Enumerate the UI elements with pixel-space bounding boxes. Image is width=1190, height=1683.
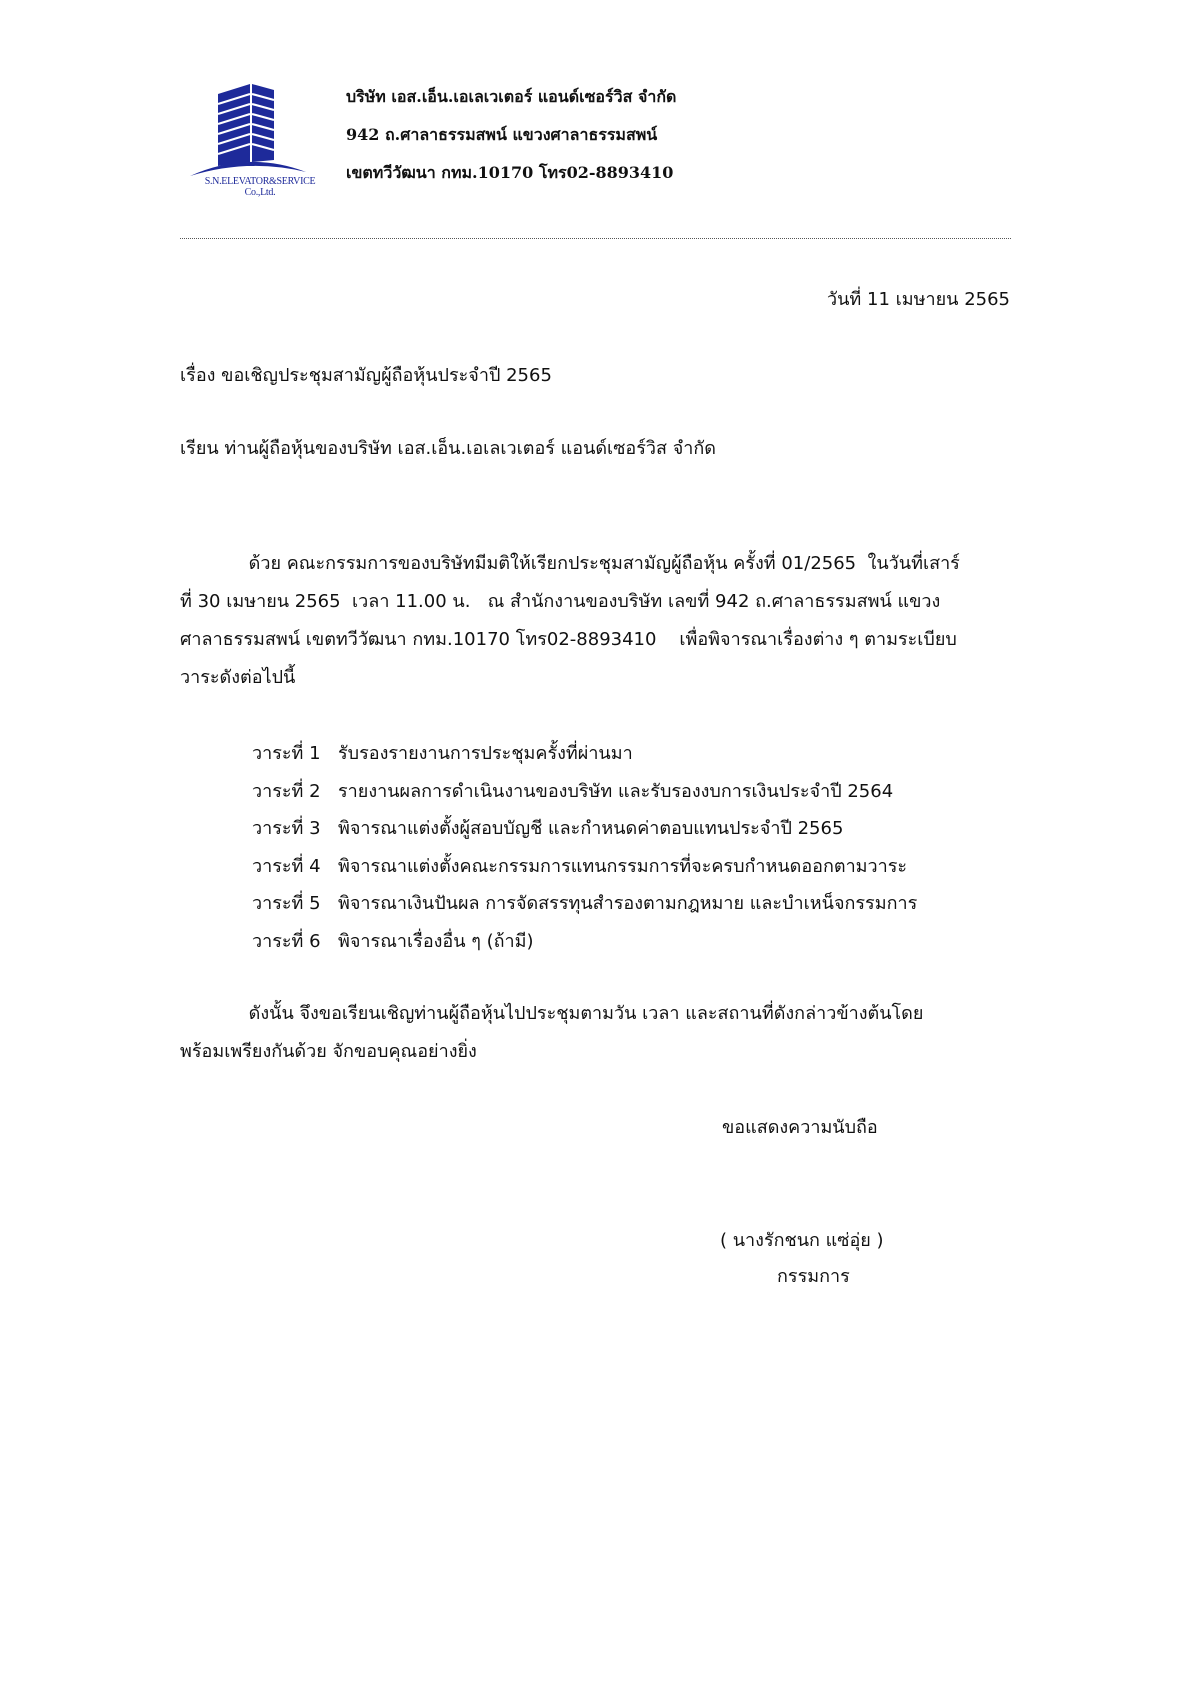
agenda-text: พิจารณาเรื่องอื่น ๆ (ถ้ามี) [338, 930, 534, 952]
dotted-divider [180, 238, 1011, 239]
agenda-list [252, 735, 917, 961]
agenda-number: วาระที่ 1 [252, 743, 321, 764]
letter-salutation: เรียน ท่านผู้ถือหุ้นของบริษัท เอส.เอ็น.เอเลเวเตอร์ แอนด์เซอร์วิส จำกัด [180, 438, 716, 459]
logo-caption: S.N.ELEVATOR&SERVICE Co.,Ltd. [204, 176, 316, 198]
letter-subject: เรื่อง ขอเชิญประชุมสามัญผู้ถือหุ้นประจำปี 2565 [180, 365, 552, 386]
agenda-text: พิจารณาเงินปันผล การจัดสรรทุนสำรองตามกฎหมาย และบำเหน็จกรรมการ [338, 893, 918, 915]
agenda-text: พิจารณาแต่งตั้งคณะกรรมการแทนกรรมการที่จะครบกำหนดออกตามวาระ [338, 855, 908, 877]
letter-date: วันที่ 11 เมษายน 2565 [827, 289, 1010, 310]
paragraph-line: ดังนั้น จึงขอเรียนเชิญท่านผู้ถือหุ้นไปประชุมตามวัน เวลา และสถานที่ดังกล่าวข้างต้นโดย [180, 1003, 924, 1024]
invitation-paragraph [180, 545, 1011, 697]
agenda-number: วาระที่ 6 [252, 930, 321, 952]
agenda-text: พิจารณาแต่งตั้งผู้สอบบัญชี และกำหนดค่าตอบแทนประจำปี 2565 [338, 818, 844, 840]
agenda-item [252, 773, 917, 811]
company-name: บริษัท เอส.เอ็น.เอเลเวเตอร์ แอนด์เซอร์วิส จำกัด [346, 87, 677, 106]
agenda-item [252, 810, 917, 848]
company-address-line1: 942 ถ.ศาลาธรรมสพน์ แขวงศาลาธรรมสพน์ [346, 125, 658, 144]
agenda-text: รายงานผลการดำเนินงานของบริษัท และรับรองงบการเงินประจำปี 2564 [338, 780, 894, 802]
paragraph-line: ศาลาธรรมสพน์ เขตทวีวัฒนา กทม.10170 โทร02-8893410 เพื่อพิจารณาเรื่องต่าง ๆ ตามระเบียบ [180, 629, 957, 650]
agenda-item [252, 848, 917, 886]
letterhead [346, 78, 676, 192]
agenda-number: วาระที่ 5 [252, 893, 321, 915]
agenda-number: วาระที่ 3 [252, 818, 321, 840]
company-address-line2: เขตทวีวัฒนา กทม.10170 โทร02-8893410 [346, 163, 674, 182]
agenda-text: รับรองรายงานการประชุมครั้งที่ผ่านมา [338, 743, 633, 764]
closing-paragraph [180, 995, 1011, 1071]
agenda-number: วาระที่ 4 [252, 855, 321, 877]
signer-title: กรรมการ [777, 1266, 850, 1287]
agenda-number: วาระที่ 2 [252, 780, 321, 802]
agenda-item [252, 735, 917, 773]
sign-off: ขอแสดงความนับถือ [722, 1117, 878, 1138]
paragraph-line: พร้อมเพรียงกันด้วย จักขอบคุณอย่างยิ่ง [180, 1041, 477, 1062]
paragraph-line: ด้วย คณะกรรมการของบริษัทมีมติให้เรียกประชุมสามัญผู้ถือหุ้น ครั้งที่ 01/2565 ในวันที่เสาร์ [180, 553, 960, 574]
agenda-item [252, 923, 917, 961]
paragraph-line: วาระดังต่อไปนี้ [180, 667, 296, 688]
signer-name: ( นางรักชนก แซ่อุ่ย ) [720, 1230, 884, 1251]
paragraph-line: ที่ 30 เมษายน 2565 เวลา 11.00 น. ณ สำนักงานของบริษัท เลขที่ 942 ถ.ศาลาธรรมสพน์ แขวง [180, 591, 941, 612]
agenda-item [252, 885, 917, 923]
